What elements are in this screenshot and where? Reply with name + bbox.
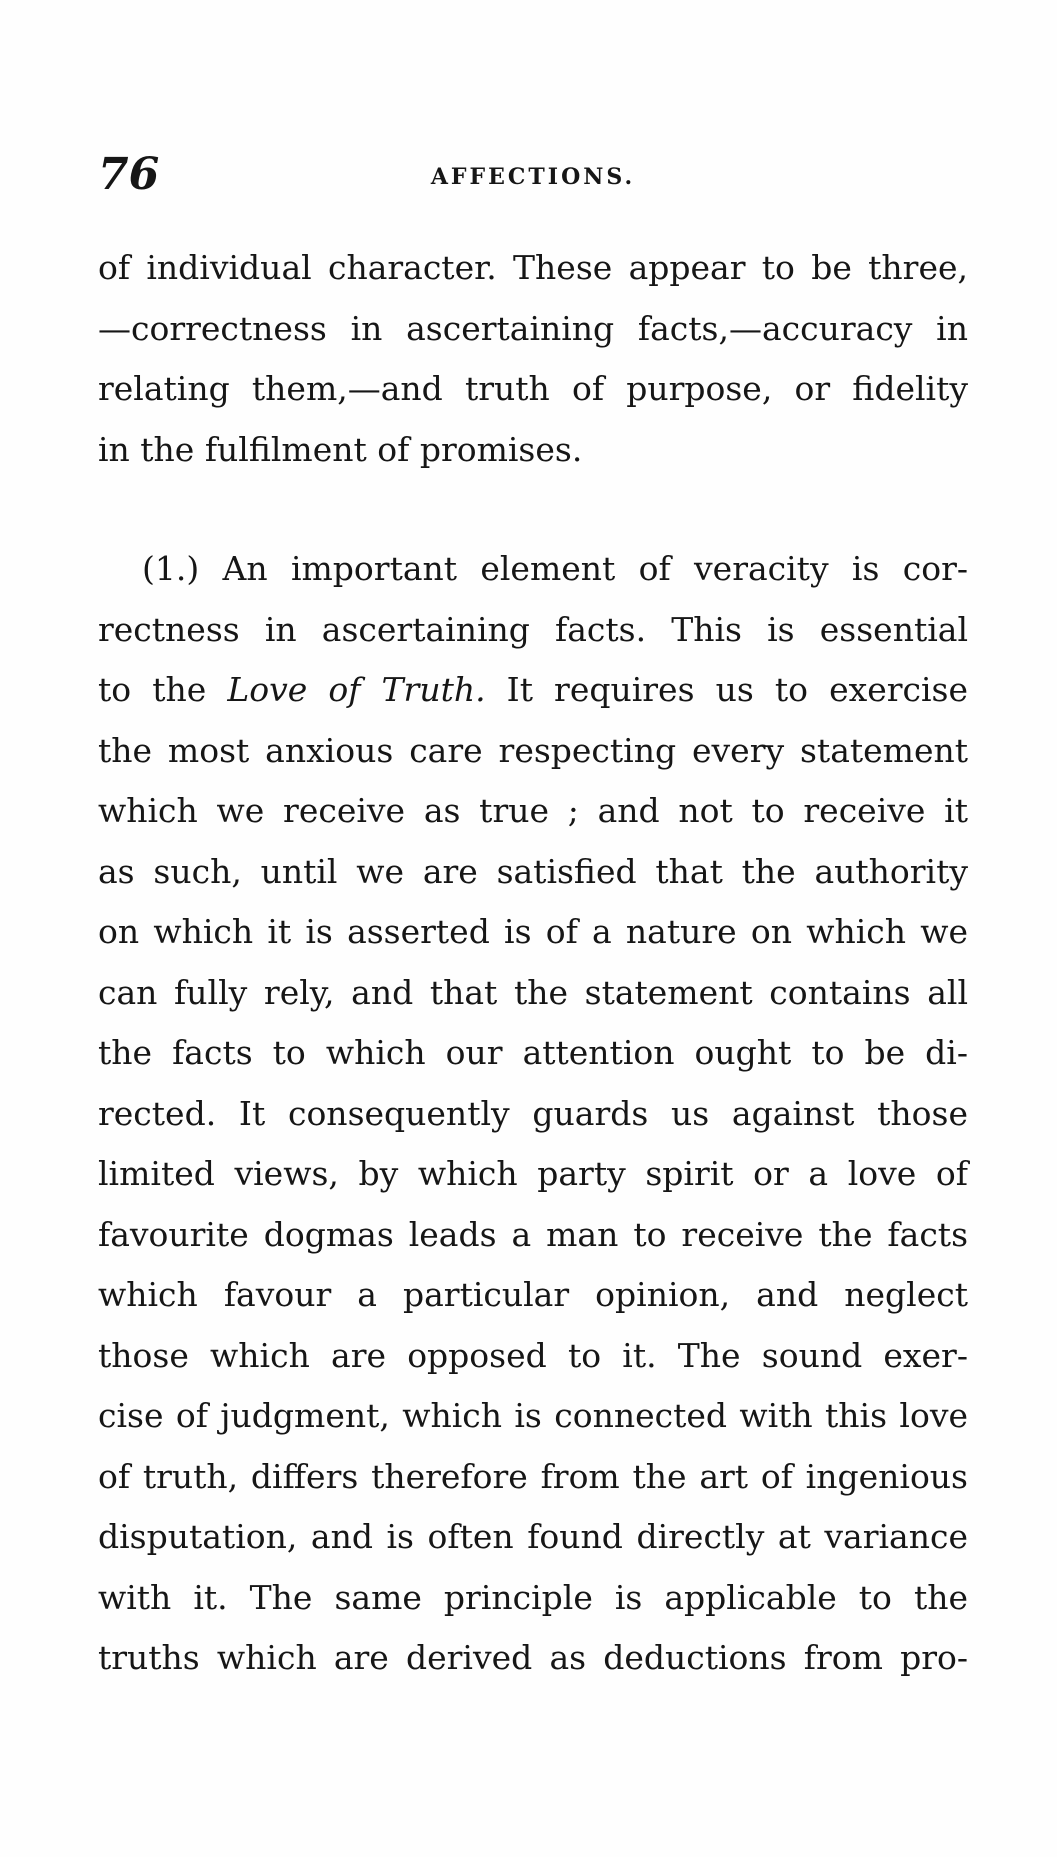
- text-line: can fully rely, and that the statement contains all: [98, 972, 968, 1012]
- running-head: [98, 150, 968, 200]
- text-line: limited views, by which party spirit or a love of: [98, 1154, 968, 1193]
- text-line: with it. The same principle is applicable to the: [98, 1577, 968, 1617]
- text-line: truths which are derived as deductions from pro-: [98, 1638, 968, 1677]
- text-line: relating them,—and truth of purpose, or fidelity: [98, 369, 968, 408]
- text-segment: to the: [98, 670, 228, 709]
- emphasized-phrase: Love of Truth.: [227, 670, 486, 709]
- text-line: in the fulfilment of promises.: [98, 429, 583, 469]
- text-line: of truth, differs therefore from the art of ingenious: [98, 1456, 968, 1496]
- page-number: 76: [98, 149, 160, 200]
- text-line-content: (1.) An important element of veracity is cor-: [142, 549, 968, 588]
- text-line: as such, until we are satisfied that the authority: [98, 851, 968, 891]
- text-line: the most anxious care respecting every statement: [98, 730, 968, 770]
- text-line: —correctness in ascertaining facts,—accuracy in: [98, 308, 968, 348]
- text-line: rected. It consequently guards us against those: [98, 1093, 968, 1133]
- text-line: rectness in ascertaining facts. This is essential: [98, 609, 968, 649]
- running-title: AFFECTIONS.: [430, 164, 636, 190]
- text-line: the facts to which our attention ought to be di-: [98, 1033, 968, 1072]
- text-line: those which are opposed to it. The sound exer-: [98, 1335, 968, 1375]
- text-line: disputation, and is often found directly at variance: [98, 1517, 968, 1556]
- text-line: favourite dogmas leads a man to receive the facts: [98, 1214, 968, 1254]
- text-line-first: [98, 539, 968, 600]
- text-segment: It requires us to exercise: [485, 670, 969, 709]
- text-line: cise of judgment, which is connected with this love: [98, 1396, 968, 1435]
- paragraph-1: [98, 238, 968, 480]
- paragraph-2: [98, 539, 968, 1689]
- text-line: which we receive as true ; and not to receive it: [98, 791, 968, 830]
- text-line: of individual character. These appear to be three,: [98, 248, 968, 287]
- text-line: on which it is asserted is of a nature on which we: [98, 912, 968, 951]
- text-line-with-emphasis: [98, 660, 968, 721]
- text-line: which favour a particular opinion, and neglect: [98, 1275, 968, 1314]
